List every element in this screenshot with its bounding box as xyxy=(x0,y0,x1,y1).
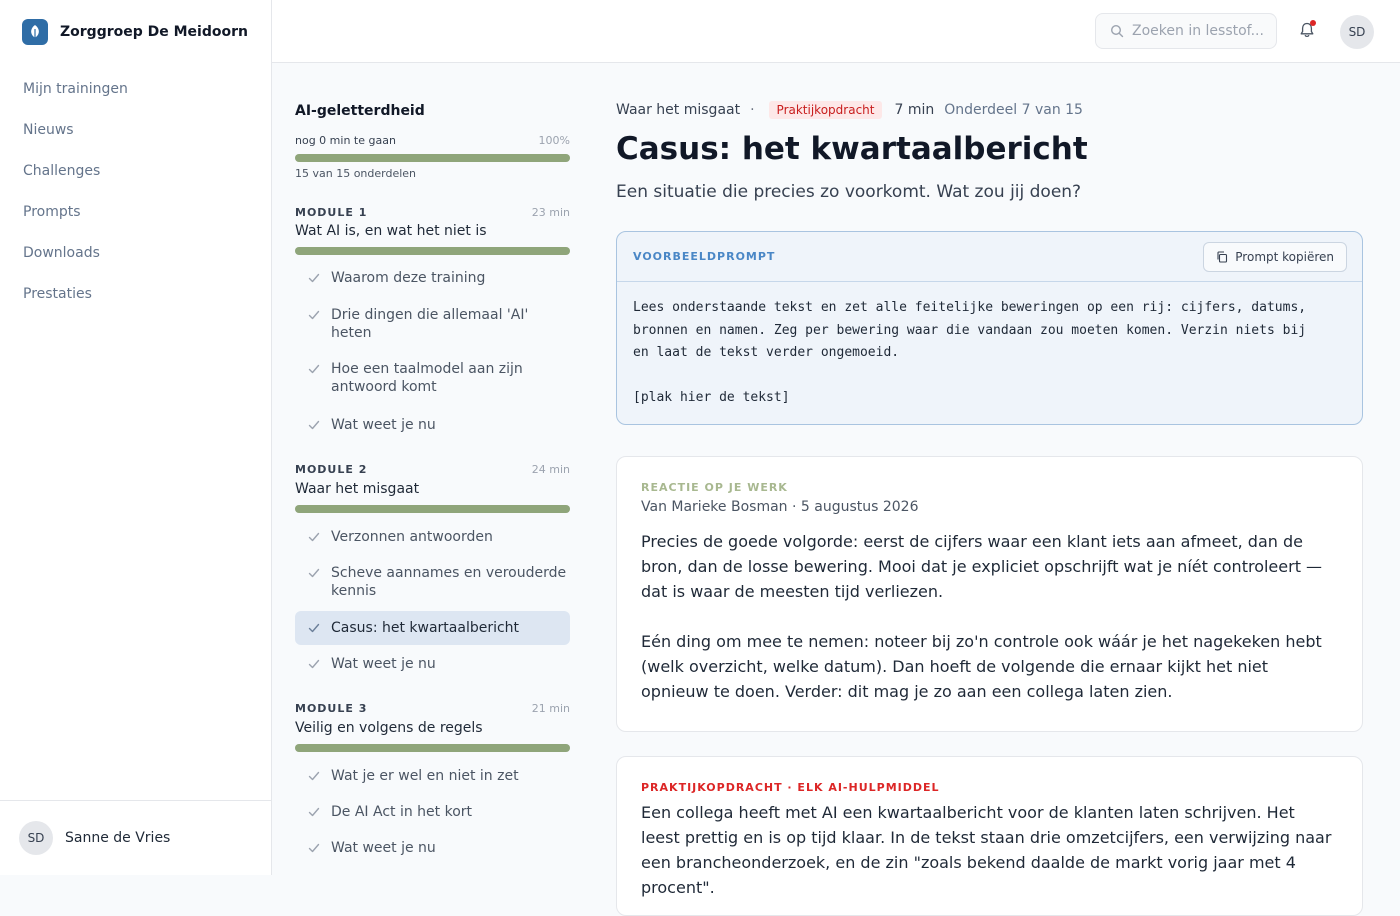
module-1-title[interactable]: Wat AI is, en wat het niet is xyxy=(295,223,487,239)
account-avatar[interactable]: SD xyxy=(1340,15,1374,49)
search-icon xyxy=(1110,24,1124,38)
lesson-label: Scheve aannames en verouderde kennis xyxy=(331,565,567,599)
assignment-card xyxy=(616,756,1363,916)
sidebar xyxy=(0,0,272,875)
nav-item-prestaties[interactable]: Prestaties xyxy=(23,286,92,302)
check-icon xyxy=(307,657,321,671)
course-progress-bar xyxy=(295,154,570,162)
notifications-button[interactable] xyxy=(1296,19,1318,41)
lesson-item[interactable] xyxy=(295,306,570,342)
page-title: Casus: het kwartaalbericht xyxy=(616,131,1088,167)
avatar: SD xyxy=(19,821,53,855)
nav-item-challenges[interactable]: Challenges xyxy=(23,163,101,179)
lesson-item[interactable] xyxy=(295,767,570,785)
brand[interactable] xyxy=(22,18,248,46)
lesson-content xyxy=(616,63,1376,897)
copy-prompt-label: Prompt kopiëren xyxy=(1235,249,1334,264)
nav-item-nieuws[interactable]: Nieuws xyxy=(23,122,74,138)
leaf-logo-icon xyxy=(22,19,48,45)
lesson-item[interactable] xyxy=(295,528,570,546)
module-2-title[interactable]: Waar het misgaat xyxy=(295,481,420,497)
lesson-item[interactable] xyxy=(295,839,570,857)
check-icon xyxy=(307,362,321,376)
time-remaining: nog 0 min te gaan xyxy=(295,134,396,147)
breadcrumb-section[interactable]: Waar het misgaat xyxy=(616,102,741,118)
lesson-item[interactable] xyxy=(295,564,570,600)
lesson-item[interactable] xyxy=(295,655,570,673)
module-3-label: MODULE 3 xyxy=(295,702,368,715)
module-2-progress-fill xyxy=(295,505,570,513)
user-name: Sanne de Vries xyxy=(65,830,171,846)
module-2-label: MODULE 2 xyxy=(295,463,368,476)
check-icon xyxy=(307,841,321,855)
lesson-position: Onderdeel 7 van 15 xyxy=(944,102,1083,118)
prompt-label: VOORBEELDPROMPT xyxy=(633,250,776,263)
lesson-item-active[interactable] xyxy=(295,611,570,645)
check-icon xyxy=(307,530,321,544)
check-icon xyxy=(307,418,321,432)
course-progress-fill xyxy=(295,154,570,162)
search-placeholder: Zoeken in lesstof... xyxy=(1132,23,1264,39)
lesson-label: Verzonnen antwoorden xyxy=(331,529,493,545)
lesson-label: De AI Act in het kort xyxy=(331,804,473,820)
type-badge: Praktijkopdracht xyxy=(769,101,883,119)
lesson-label: Wat weet je nu xyxy=(331,840,436,856)
lesson-label: Drie dingen die allemaal 'AI' heten xyxy=(331,307,529,341)
check-icon xyxy=(307,271,321,285)
check-icon xyxy=(307,621,321,635)
lesson-label: Casus: het kwartaalbericht xyxy=(331,620,520,636)
lesson-label: Wat je er wel en niet in zet xyxy=(331,768,519,784)
nav-item-prompts[interactable]: Prompts xyxy=(23,204,81,220)
main-nav xyxy=(0,69,271,315)
assignment-text: Een collega heeft met AI een kwartaalbericht voor de klanten laten schrijven. Het leest prettig en is op tijd klaar. In de tekst staan drie omzetcijfers, een verwijzing naar een brancheonderzoek, en de zin "zoals bekend daalde de markt vorig jaar met 4 procent". xyxy=(641,803,1332,897)
module-2-progress-bar xyxy=(295,505,570,513)
check-icon xyxy=(307,769,321,783)
page-subtitle: Een situatie die precies zo voorkomt. Wat zou jij doen? xyxy=(616,182,1082,202)
module-1-progress-bar xyxy=(295,247,570,255)
lesson-label: Hoe een taalmodel aan zijn antwoord komt xyxy=(331,361,523,395)
module-1-duration: 23 min xyxy=(531,206,570,219)
feedback-label: REACTIE OP JE WERK xyxy=(641,481,788,494)
module-3-duration: 21 min xyxy=(531,702,570,715)
lesson-meta xyxy=(616,101,1083,119)
feedback-card xyxy=(616,456,1363,732)
module-3-progress-bar xyxy=(295,744,570,752)
nav-item-downloads[interactable]: Downloads xyxy=(23,245,100,261)
copy-prompt-button[interactable] xyxy=(1203,242,1347,272)
lesson-label: Wat weet je nu xyxy=(331,656,436,672)
notification-dot xyxy=(1310,20,1316,26)
topbar xyxy=(272,0,1400,63)
check-icon xyxy=(307,308,321,322)
brand-name: Zorggroep De Meidoorn xyxy=(60,24,248,40)
lesson-label: Waarom deze training xyxy=(331,270,486,286)
module-1-label: MODULE 1 xyxy=(295,206,368,219)
feedback-author-date: Van Marieke Bosman · 5 augustus 2026 xyxy=(641,499,919,515)
module-1-progress-fill xyxy=(295,247,570,255)
module-3-progress-fill xyxy=(295,744,570,752)
meta-separator: · xyxy=(750,102,755,118)
lesson-duration: 7 min xyxy=(894,102,935,118)
prompt-text[interactable]: Lees onderstaande tekst en zet alle feitelijke beweringen op een rij: cijfers, datums, bronnen en namen. Zeg per bewering waar die vandaan zou moeten komen. Verzin niets bij en laat de tekst verder ongemoeid. [plak hier de tekst] xyxy=(633,300,1307,405)
course-outline xyxy=(272,63,592,875)
nav-item-trainingen[interactable]: Mijn trainingen xyxy=(23,81,128,97)
lesson-item[interactable] xyxy=(295,803,570,821)
lesson-item[interactable] xyxy=(295,269,570,287)
lesson-item[interactable] xyxy=(295,360,570,396)
progress-percent: 100% xyxy=(538,134,570,147)
user-profile[interactable] xyxy=(0,800,271,875)
example-prompt-card xyxy=(616,231,1363,425)
check-icon xyxy=(307,805,321,819)
lesson-item[interactable] xyxy=(295,416,570,434)
module-3-title[interactable]: Veilig en volgens de regels xyxy=(295,720,483,736)
course-title: AI-geletterdheid xyxy=(295,103,425,119)
feedback-paragraph: Eén ding om mee te nemen: noteer bij zo'n controle ook wáár je het nagekeken hebt (welk overzicht, welke datum). Dan hoeft de volgende die ernaar kijkt het niet opnieuw te doen. Verder: dit mag je zo aan een collega laten zien. xyxy=(641,632,1322,701)
check-icon xyxy=(307,566,321,580)
prompt-card-header xyxy=(617,232,1362,282)
feedback-paragraph: Precies de goede volgorde: eerst de cijfers waar een klant iets aan afmeet, dan de bron, dan de losse bewering. Mooi dat je expliciet opschrijft wat je níét controleert — dat is waar de meesten tijd verliezen. xyxy=(641,532,1323,601)
search-input[interactable] xyxy=(1095,13,1277,49)
lessons-count: 15 van 15 onderdelen xyxy=(295,167,417,180)
course-progress-row xyxy=(295,134,570,147)
lesson-label: Wat weet je nu xyxy=(331,417,436,433)
assignment-label: PRAKTIJKOPDRACHT · ELK AI-HULPMIDDEL xyxy=(641,781,940,794)
module-2-duration: 24 min xyxy=(531,463,570,476)
copy-icon xyxy=(1216,251,1228,263)
